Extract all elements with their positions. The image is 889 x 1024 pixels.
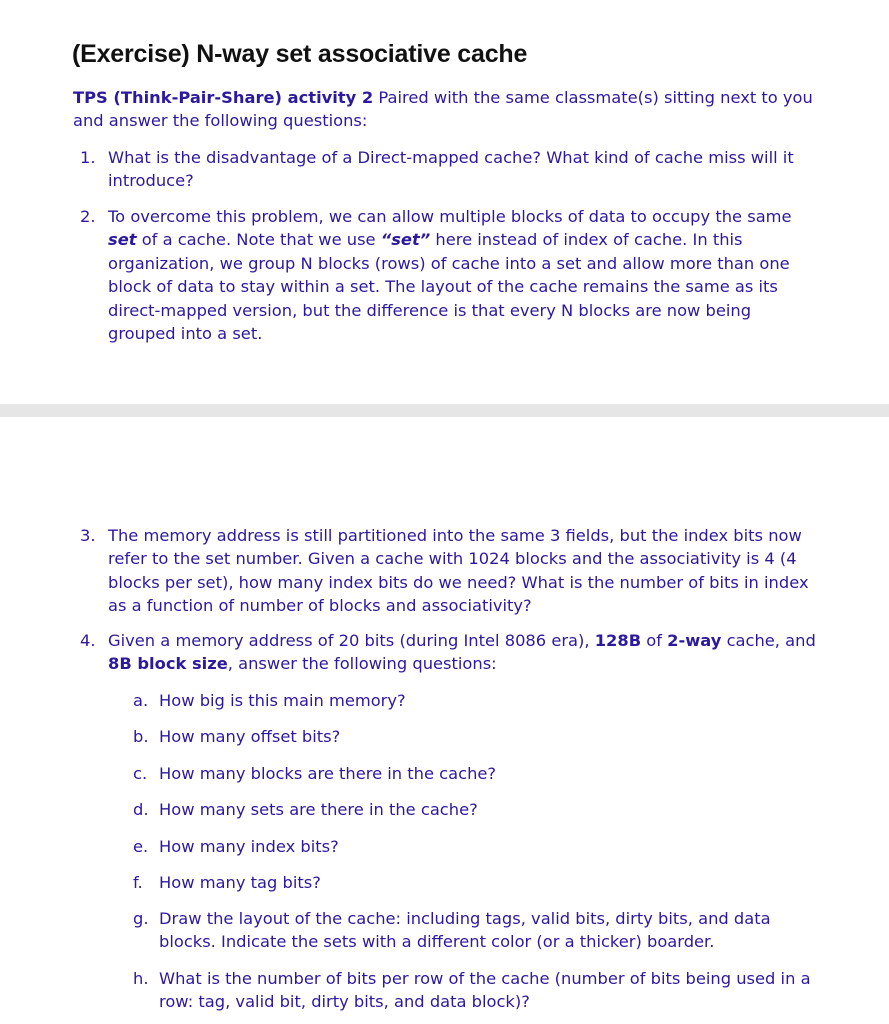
question-text <box>108 629 820 676</box>
question-text: What is the disadvantage of a Direct-mapped cache? What kind of cache miss will it introduce? <box>108 148 794 191</box>
sub-question-letter: d. <box>133 800 149 819</box>
sub-question-g <box>133 907 823 954</box>
sub-question-h <box>133 967 823 1014</box>
intro-activity-label: TPS (Think-Pair-Share) activity 2 <box>73 88 374 107</box>
question-text-part: of <box>641 631 668 650</box>
question-text <box>108 205 820 345</box>
set-quote-emphasis: “set” <box>380 230 431 250</box>
sub-question-letter: g. <box>133 909 149 928</box>
question-3 <box>80 524 820 618</box>
sub-question-a <box>133 689 823 712</box>
sub-question-letter: e. <box>133 837 149 856</box>
sub-question-text: How many offset bits? <box>159 727 341 746</box>
page-title: (Exercise) N-way set associative cache <box>72 40 528 68</box>
question-number: 2. <box>80 207 96 226</box>
sub-question-letter: h. <box>133 969 149 988</box>
sub-question-text: Draw the layout of the cache: including tags, valid bits, dirty bits, and data blocks. Indicate the sets with a different color (or a thicker) boarder. <box>159 909 771 952</box>
sub-question-text: How many sets are there in the cache? <box>159 800 478 819</box>
sub-question-b <box>133 725 823 748</box>
sub-question-letter: b. <box>133 727 149 746</box>
question-number: 4. <box>80 631 96 650</box>
question-text-part: , answer the following questions: <box>227 654 497 674</box>
question-number: 3. <box>80 526 96 545</box>
sub-question-c <box>133 762 823 785</box>
intro-text: Paired with the same classmate(s) sitting next to you and answer the following questions: <box>73 88 813 130</box>
sub-question-letter: a. <box>133 691 149 710</box>
sub-question-text: How big is this main memory? <box>159 691 406 710</box>
question-text-part: here instead of index of cache. In this organization, we group N blocks (rows) of cache into a set and allow more than one block of data to stay within a set. The layout of the cache remains the same as its direct-mapped version, but the difference is that every N blocks are now being grouped into a set. <box>108 230 790 344</box>
sub-question-d <box>133 798 823 821</box>
set-emphasis: set <box>108 230 137 250</box>
question-2 <box>80 205 820 345</box>
sub-question-letter: f. <box>133 873 143 892</box>
sub-question-e <box>133 835 823 858</box>
associativity-emphasis: 2-way <box>667 631 722 650</box>
sub-question-text: How many index bits? <box>159 837 339 856</box>
question-text-part: Given a memory address of 20 bits (during Intel 8086 era), <box>108 631 595 650</box>
question-text-part: To overcome this problem, we can allow multiple blocks of data to occupy the same <box>108 207 792 226</box>
question-4 <box>80 629 820 676</box>
intro-paragraph <box>73 86 833 132</box>
question-number: 1. <box>80 148 96 167</box>
block-size-emphasis: 8B block size <box>108 654 228 674</box>
sub-question-text: How many tag bits? <box>159 873 321 892</box>
cache-size-emphasis: 128B <box>594 631 642 650</box>
question-1 <box>80 146 820 193</box>
sub-question-text: What is the number of bits per row of the cache (number of bits being used in a row: tag, valid bit, dirty bits, and data block)? <box>159 969 811 1012</box>
sub-question-letter: c. <box>133 764 148 783</box>
sub-question-text: How many blocks are there in the cache? <box>159 764 497 783</box>
sub-question-f <box>133 871 823 894</box>
page-separator <box>0 404 889 417</box>
question-text-part: of a cache. Note that we use <box>136 230 381 250</box>
question-text-part: cache, and <box>721 631 816 650</box>
question-text: The memory address is still partitioned into the same 3 fields, but the index bits now refer to the set number. Given a cache with 1024 blocks and the associativity is 4 (4 blocks per set), how many index bits do we need? What is the number of bits in index as a function of number of blocks and associativity? <box>108 526 809 616</box>
